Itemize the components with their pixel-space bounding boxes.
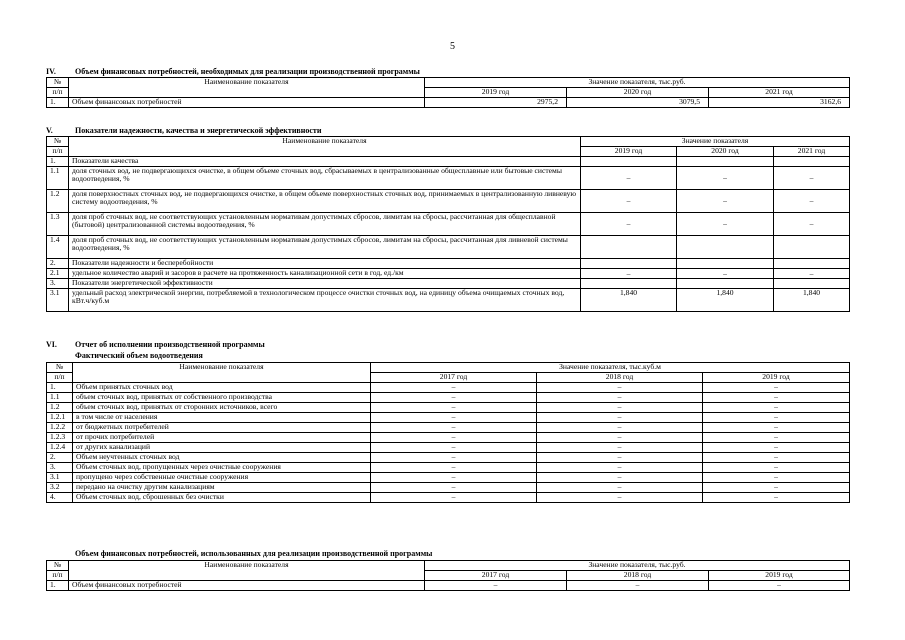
row-name: Объем финансовых потребностей xyxy=(69,98,425,108)
row-name: от других канализаций xyxy=(73,443,371,453)
row-value: – xyxy=(709,581,850,591)
row-name: от прочих потребителей xyxy=(73,433,371,443)
row-number: 3.1 xyxy=(47,289,69,312)
row-value: – xyxy=(371,443,537,453)
row-value: – xyxy=(537,393,703,403)
row-name: Показатели надежности и бесперебойности xyxy=(69,259,581,269)
row-name: удельный расход электрической энергии, потребляемой в технологическом процессе очистки сточных вод, на единицу объема очищаемых сточных вод, кВт.ч/куб.м xyxy=(69,289,581,312)
table-row xyxy=(47,279,850,289)
row-value: 1,840 xyxy=(677,289,774,312)
row-value: 1,840 xyxy=(581,289,677,312)
col-header-number: № xyxy=(47,137,69,147)
table-row xyxy=(47,581,850,591)
col-header-number-sub: п/п xyxy=(47,147,69,157)
row-name: доля проб сточных вод, не соответствующих установленным нормативам допустимых сбросов, лимитам на сбросы, рассчитанная для ливневой системы водоотведения, % xyxy=(69,236,581,259)
row-number: 1.3 xyxy=(47,213,69,236)
section-vi-table xyxy=(46,362,850,503)
row-number: 1.2.3 xyxy=(47,433,73,443)
table-row xyxy=(47,213,850,236)
row-value: 2975,2 xyxy=(425,98,567,108)
row-number: 1.4 xyxy=(47,236,69,259)
row-number: 2. xyxy=(47,259,69,269)
row-name: удельное количество аварий и засоров в расчете на протяженность канализационной сети в год, ед./км xyxy=(69,269,581,279)
col-header-year: 2019 год xyxy=(703,373,850,383)
row-name: Объем сточных вод, сброшенных без очистки xyxy=(73,493,371,503)
row-value: – xyxy=(371,383,537,393)
row-value: – xyxy=(425,581,567,591)
row-number: 3. xyxy=(47,463,73,473)
col-header-number-sub: п/п xyxy=(47,373,73,383)
row-value: – xyxy=(581,167,677,190)
col-header-year: 2020 год xyxy=(677,147,774,157)
col-header-number-sub: п/п xyxy=(47,88,69,98)
row-value: – xyxy=(703,383,850,393)
row-name: объем сточных вод, принятых от сторонних источников, всего xyxy=(73,403,371,413)
row-number: 1. xyxy=(47,581,69,591)
table-row xyxy=(47,463,850,473)
table-row xyxy=(47,98,850,108)
row-value: – xyxy=(774,269,850,279)
table-row xyxy=(47,413,850,423)
row-value: – xyxy=(371,433,537,443)
col-header-year: 2017 год xyxy=(425,571,567,581)
col-header-number: № xyxy=(47,561,69,571)
row-value: – xyxy=(703,443,850,453)
row-number: 1.2.4 xyxy=(47,443,73,453)
col-header-number: № xyxy=(47,363,73,373)
col-header-name: Наименование показателя xyxy=(69,137,581,157)
table-row xyxy=(47,190,850,213)
section-vi-title: Отчет об исполнении производственной программы xyxy=(75,340,265,349)
row-name: доля сточных вод, не подвергающихся очистке, в общем объеме сточных вод, сбрасываемых в централизованные общесплавные или бытовые системы водоотведения, % xyxy=(69,167,581,190)
row-value: – xyxy=(581,213,677,236)
row-number: 1.2 xyxy=(47,190,69,213)
row-value: – xyxy=(774,167,850,190)
row-value: – xyxy=(703,493,850,503)
section-vi-number: VI. xyxy=(46,340,57,349)
row-number: 1.2.2 xyxy=(47,423,73,433)
col-header-year: 2021 год xyxy=(709,88,850,98)
row-value: – xyxy=(537,453,703,463)
row-name: Показатели качества xyxy=(69,157,581,167)
row-value: – xyxy=(371,463,537,473)
row-name: Объем финансовых потребностей xyxy=(69,581,425,591)
row-name: пропущено через собственные очистные сооружения xyxy=(73,473,371,483)
row-value: – xyxy=(774,213,850,236)
row-value: – xyxy=(537,483,703,493)
row-number: 1.1 xyxy=(47,393,73,403)
section-iv-table xyxy=(46,77,850,108)
table-row xyxy=(47,269,850,279)
row-value: – xyxy=(703,453,850,463)
row-value: – xyxy=(537,383,703,393)
col-header-year: 2019 год xyxy=(709,571,850,581)
col-header-value: Значение показателя, тыс.куб.м xyxy=(371,363,850,373)
section-vi-subtitle: Фактический объем водоотведения xyxy=(75,351,203,360)
row-value: – xyxy=(371,403,537,413)
row-value: – xyxy=(677,167,774,190)
col-header-year: 2018 год xyxy=(537,373,703,383)
row-name: Объем сточных вод, пропущенных через очистные сооружения xyxy=(73,463,371,473)
table-row xyxy=(47,393,850,403)
row-value: – xyxy=(371,453,537,463)
row-value xyxy=(581,236,677,259)
row-number: 1. xyxy=(47,157,69,167)
page-number: 5 xyxy=(450,41,455,52)
col-header-name: Наименование показателя xyxy=(69,561,425,581)
row-name: Объем принятых сточных вод xyxy=(73,383,371,393)
row-value: – xyxy=(581,269,677,279)
table-row xyxy=(47,473,850,483)
row-value: – xyxy=(537,473,703,483)
row-value: – xyxy=(703,473,850,483)
section-v-title: Показатели надежности, качества и энергетической эффективности xyxy=(75,126,322,135)
table-row xyxy=(47,167,850,190)
col-header-name: Наименование показателя xyxy=(73,363,371,383)
row-number: 1.2 xyxy=(47,403,73,413)
row-value: – xyxy=(703,413,850,423)
row-number: 3. xyxy=(47,279,69,289)
row-value: – xyxy=(537,443,703,453)
table-row xyxy=(47,453,850,463)
table-row xyxy=(47,236,850,259)
col-header-year: 2019 год xyxy=(581,147,677,157)
section-v-number: V. xyxy=(46,126,53,135)
section-v-heading xyxy=(46,126,321,135)
table-row xyxy=(47,403,850,413)
col-header-year: 2019 год xyxy=(425,88,567,98)
row-value: – xyxy=(703,403,850,413)
row-value xyxy=(774,236,850,259)
row-name: доля поверхностных сточных вод, не подвергающихся очистке, в общем объеме поверхностных сточных вод, принимаемых в централизованную ливневую систему водоотведения, % xyxy=(69,190,581,213)
row-value: – xyxy=(537,423,703,433)
col-header-number: № xyxy=(47,78,69,88)
row-value: – xyxy=(581,190,677,213)
row-value: – xyxy=(371,423,537,433)
table-row xyxy=(47,289,850,312)
section-iv-title: Объем финансовых потребностей, необходимых для реализации производственной программы xyxy=(75,67,420,76)
col-header-year: 2018 год xyxy=(567,571,709,581)
row-number: 2.1 xyxy=(47,269,69,279)
row-number: 3.2 xyxy=(47,483,73,493)
row-value: – xyxy=(677,190,774,213)
row-name: Объем неучтенных сточных вод xyxy=(73,453,371,463)
col-header-value: Значение показателя, тыс.руб. xyxy=(425,561,850,571)
row-name: Показатели энергетической эффективности xyxy=(69,279,581,289)
col-header-name: Наименование показателя xyxy=(69,78,425,98)
table-row xyxy=(47,483,850,493)
row-value: – xyxy=(703,393,850,403)
table-row xyxy=(47,493,850,503)
section-iv-heading xyxy=(46,67,420,76)
table-row xyxy=(47,157,850,167)
col-header-year: 2020 год xyxy=(567,88,709,98)
table-row xyxy=(47,423,850,433)
row-value: – xyxy=(703,433,850,443)
col-header-number-sub: п/п xyxy=(47,571,69,581)
table-row xyxy=(47,259,850,269)
row-name: от бюджетных потребителей xyxy=(73,423,371,433)
col-header-value: Значение показателя, тыс.руб. xyxy=(425,78,850,88)
row-value: – xyxy=(537,403,703,413)
row-value: – xyxy=(677,269,774,279)
row-value: 1,840 xyxy=(774,289,850,312)
row-name: объем сточных вод, принятых от собственного производства xyxy=(73,393,371,403)
row-name: передано на очистку другим канализациям xyxy=(73,483,371,493)
row-number: 3.1 xyxy=(47,473,73,483)
row-value: – xyxy=(371,493,537,503)
row-number: 1.1 xyxy=(47,167,69,190)
table-row xyxy=(47,433,850,443)
col-header-year: 2017 год xyxy=(371,373,537,383)
section-vii-table xyxy=(46,560,850,591)
row-name: доля проб сточных вод, не соответствующих установленным нормативам допустимых сбросов, лимитам на сбросы, рассчитанная для общесплавной (бытовой) централизованной системы водоотведения, % xyxy=(69,213,581,236)
row-name: в том числе от населения xyxy=(73,413,371,423)
row-value: – xyxy=(567,581,709,591)
row-value: – xyxy=(371,393,537,403)
row-number: 1. xyxy=(47,383,73,393)
row-value: – xyxy=(371,473,537,483)
row-value: – xyxy=(537,463,703,473)
section-iv-number: IV. xyxy=(46,67,56,76)
col-header-year: 2021 год xyxy=(774,147,850,157)
row-value: – xyxy=(774,190,850,213)
row-value: – xyxy=(371,413,537,423)
col-header-value: Значение показателя xyxy=(581,137,850,147)
row-number: 1. xyxy=(47,98,69,108)
section-vi-heading xyxy=(46,340,265,349)
row-value xyxy=(677,236,774,259)
table-row xyxy=(47,443,850,453)
row-number: 4. xyxy=(47,493,73,503)
row-value: – xyxy=(703,423,850,433)
row-number: 2. xyxy=(47,453,73,463)
row-value: – xyxy=(537,493,703,503)
section-v-table xyxy=(46,136,850,312)
row-value: – xyxy=(537,413,703,423)
row-value: 3079,5 xyxy=(567,98,709,108)
table-row xyxy=(47,383,850,393)
row-number: 1.2.1 xyxy=(47,413,73,423)
row-value: – xyxy=(703,463,850,473)
section-vii-title: Объем финансовых потребностей, использованных для реализации производственной программы xyxy=(75,549,433,558)
row-value: – xyxy=(371,483,537,493)
row-value: – xyxy=(703,483,850,493)
row-value: 3162,6 xyxy=(709,98,850,108)
row-value: – xyxy=(677,213,774,236)
row-value: – xyxy=(537,433,703,443)
